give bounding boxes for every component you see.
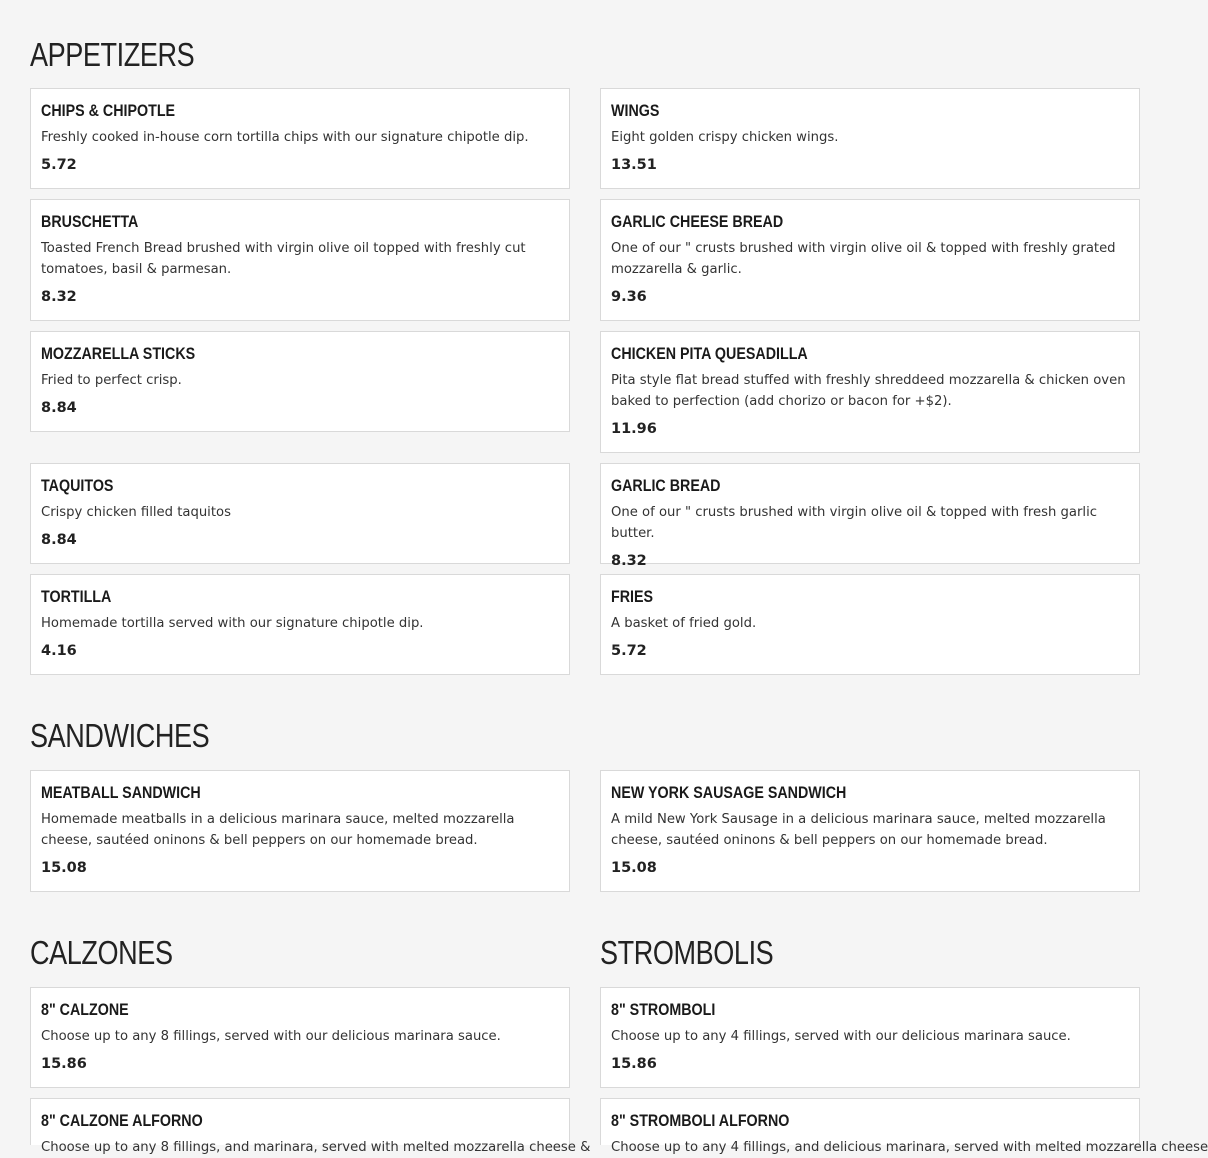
item-name: WINGS (611, 101, 660, 120)
item-price: 8.84 (41, 400, 77, 416)
item-description: A basket of fried gold. (611, 616, 757, 631)
item-description: One of our " crusts brushed with virgin olive oil & topped with freshly grated mozzarella & garlic. (611, 241, 1116, 277)
menu-item-card[interactable] (600, 331, 1140, 453)
menu-item-card[interactable] (30, 463, 570, 564)
menu-item-card[interactable] (30, 770, 570, 892)
item-name: BRUSCHETTA (41, 212, 139, 231)
item-price: 15.08 (611, 860, 657, 876)
item-price: 8.32 (41, 289, 77, 305)
item-description: Toasted French Bread brushed with virgin olive oil topped with freshly cut tomatoes, basil & parmesan. (41, 241, 526, 277)
item-name: 8" CALZONE ALFORNO (41, 1111, 203, 1130)
section-title-strombolis: STROMBOLIS (600, 934, 774, 971)
menu-item-card[interactable] (600, 574, 1140, 675)
item-name: TAQUITOS (41, 476, 114, 495)
menu-item-card[interactable] (600, 1098, 1208, 1155)
item-name: TORTILLA (41, 587, 112, 606)
item-price: 15.08 (41, 860, 87, 876)
item-price: 8.84 (41, 532, 77, 548)
item-description: Choose up to any 4 fillings, and delicious marinara, served with melted mozzarella cheese (611, 1140, 1208, 1155)
menu-item-card[interactable] (600, 199, 1140, 321)
item-name: CHICKEN PITA QUESADILLA (611, 344, 808, 363)
item-price: 15.86 (611, 1056, 657, 1072)
item-description: Choose up to any 4 fillings, served with our delicious marinara sauce. (611, 1029, 1071, 1044)
menu-item-card[interactable] (30, 987, 570, 1088)
item-name: 8" CALZONE (41, 1000, 129, 1019)
item-price: 5.72 (611, 643, 647, 659)
item-price: 15.86 (41, 1056, 87, 1072)
menu-item-card[interactable] (30, 199, 570, 321)
item-name: GARLIC CHEESE BREAD (611, 212, 784, 231)
item-description: Choose up to any 8 fillings, and marinara, served with melted mozzarella cheese & (41, 1140, 591, 1155)
item-name: MEATBALL SANDWICH (41, 783, 201, 802)
menu-item-card[interactable] (30, 88, 570, 189)
item-description: Eight golden crispy chicken wings. (611, 130, 839, 145)
item-name: NEW YORK SAUSAGE SANDWICH (611, 783, 847, 802)
item-name: MOZZARELLA STICKS (41, 344, 196, 363)
menu-item-card[interactable] (30, 1098, 591, 1155)
menu-item-card[interactable] (30, 574, 570, 675)
section-title-sandwiches: SANDWICHES (30, 717, 210, 754)
item-price: 13.51 (611, 157, 657, 173)
item-price: 11.96 (611, 421, 657, 437)
item-description: Crispy chicken filled taquitos (41, 505, 231, 520)
section-title-appetizers: APPETIZERS (30, 36, 195, 73)
item-description: Freshly cooked in-house corn tortilla chips with our signature chipotle dip. (41, 130, 529, 145)
item-description: Choose up to any 8 fillings, served with our delicious marinara sauce. (41, 1029, 501, 1044)
menu-item-card[interactable] (600, 463, 1140, 569)
item-name: FRIES (611, 587, 654, 606)
menu-item-card[interactable] (600, 987, 1140, 1088)
item-description: A mild New York Sausage in a delicious marinara sauce, melted mozzarella cheese, sautéed oninons & bell peppers on our homemade bread. (611, 812, 1106, 848)
item-name: GARLIC BREAD (611, 476, 721, 495)
item-description: One of our " crusts brushed with virgin olive oil & topped with fresh garlic butter. (611, 505, 1098, 541)
item-price: 8.32 (611, 553, 647, 569)
item-description: Homemade meatballs in a delicious marinara sauce, melted mozzarella cheese, sautéed oninons & bell peppers on our homemade bread. (41, 812, 515, 848)
item-name: 8" STROMBOLI ALFORNO (611, 1111, 790, 1130)
item-name: CHIPS & CHIPOTLE (41, 101, 176, 120)
item-price: 5.72 (41, 157, 77, 173)
section-title-calzones: CALZONES (30, 934, 173, 971)
menu-item-card[interactable] (600, 88, 1140, 189)
item-name: 8" STROMBOLI (611, 1000, 716, 1019)
item-description: Fried to perfect crisp. (41, 373, 182, 388)
item-price: 4.16 (41, 643, 77, 659)
item-description: Pita style flat bread stuffed with freshly shreddeed mozzarella & chicken oven baked to perfection (add chorizo or bacon for +$2). (611, 373, 1126, 409)
menu-item-card[interactable] (30, 331, 570, 432)
item-price: 9.36 (611, 289, 647, 305)
menu-item-card[interactable] (600, 770, 1140, 892)
item-description: Homemade tortilla served with our signature chipotle dip. (41, 616, 424, 631)
